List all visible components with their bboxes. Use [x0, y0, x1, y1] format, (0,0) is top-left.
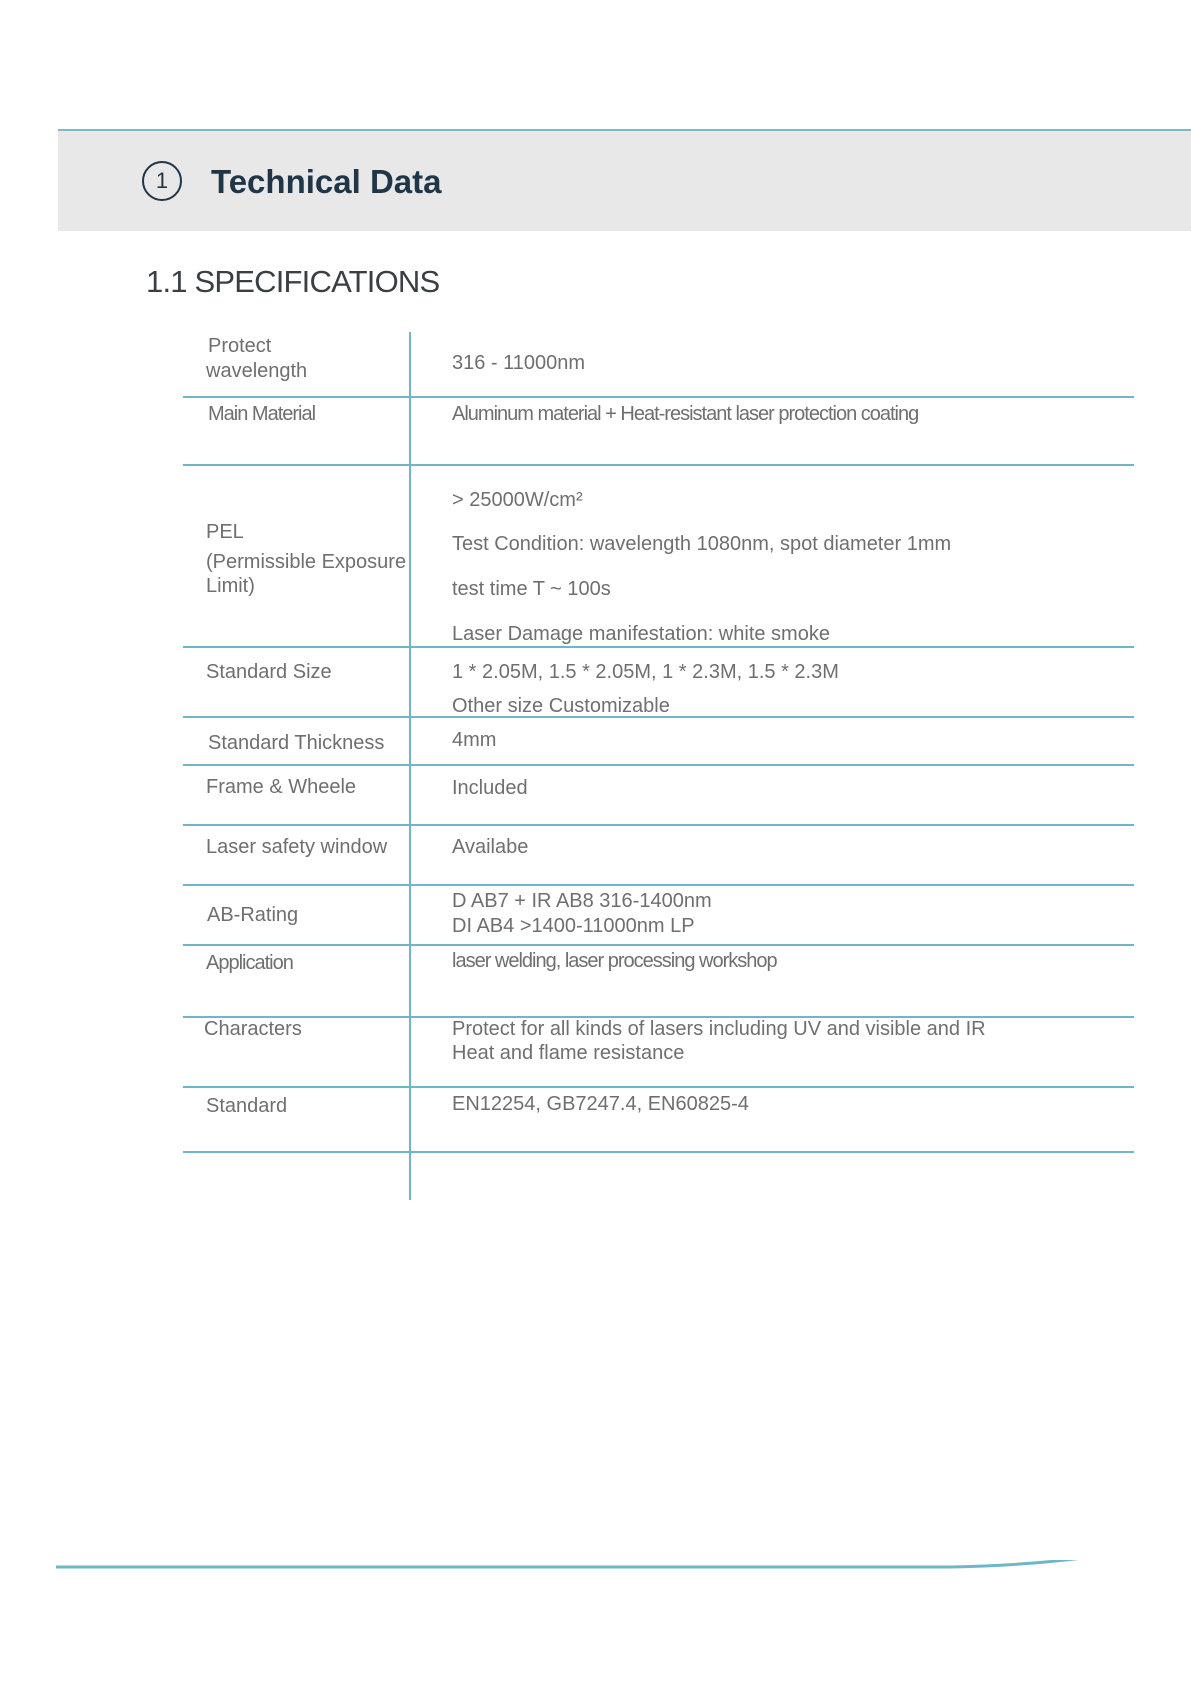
spec-value: Included	[452, 777, 528, 799]
row-divider	[183, 1086, 1134, 1088]
footer-decor-line	[0, 1560, 1191, 1640]
spec-label: (Permissible Exposure	[206, 551, 407, 573]
spec-value: Availabe	[452, 836, 529, 858]
row-divider	[183, 764, 1134, 766]
section-number: 1	[155, 168, 169, 193]
row-divider	[183, 646, 1134, 648]
spec-value: Other size Customizable	[452, 695, 670, 717]
spec-value: laser welding, laser processing workshop	[452, 950, 777, 972]
spec-label: Application	[206, 952, 293, 974]
spec-label: Protect	[208, 335, 272, 357]
row-divider	[183, 824, 1134, 826]
spec-value: Heat and flame resistance	[452, 1042, 685, 1064]
section-number-badge	[142, 161, 182, 201]
row-divider	[183, 884, 1134, 886]
spec-value: EN12254, GB7247.4, EN60825-4	[452, 1093, 749, 1115]
spec-table	[183, 332, 1134, 1200]
spec-value: 4mm	[452, 729, 497, 751]
spec-label: Limit)	[206, 575, 255, 597]
spec-value: Laser Damage manifestation: white smoke	[452, 623, 830, 645]
row-divider	[183, 464, 1134, 466]
subsection-title: 1.1 SPECIFICATIONS	[146, 264, 440, 299]
row-divider	[183, 396, 1134, 398]
spec-value: D AB7 + IR AB8 316-1400nm	[452, 890, 712, 912]
spec-label: wavelength	[206, 360, 308, 382]
spec-label: Standard Thickness	[208, 732, 385, 754]
section-title: Technical Data	[211, 163, 442, 200]
column-divider	[409, 332, 411, 1200]
spec-label: Main Material	[208, 403, 316, 425]
row-divider	[183, 944, 1134, 946]
spec-value: 316 - 11000nm	[452, 352, 586, 374]
spec-value: test time T ~ 100s	[452, 578, 611, 600]
spec-label: AB-Rating	[207, 904, 299, 926]
spec-label: Standard	[206, 1095, 288, 1117]
spec-label: Standard Size	[206, 661, 332, 683]
spec-value: DI AB4 >1400-11000nm LP	[452, 915, 695, 937]
spec-value: Test Condition: wavelength 1080nm, spot diameter 1mm	[452, 533, 952, 555]
spec-value: > 25000W/cm²	[452, 489, 583, 511]
spec-label: Characters	[204, 1018, 302, 1040]
spec-label: PEL	[206, 521, 244, 543]
spec-label: Laser safety window	[206, 836, 388, 858]
spec-label: Frame & Wheele	[206, 776, 357, 798]
spec-value: 1 * 2.05M, 1.5 * 2.05M, 1 * 2.3M, 1.5 * 2.3M	[452, 661, 839, 683]
spec-value: Aluminum material + Heat-resistant laser protection coating	[452, 403, 919, 425]
spec-value: Protect for all kinds of lasers including UV and visible and IR	[452, 1018, 986, 1040]
row-divider	[183, 1151, 1134, 1153]
